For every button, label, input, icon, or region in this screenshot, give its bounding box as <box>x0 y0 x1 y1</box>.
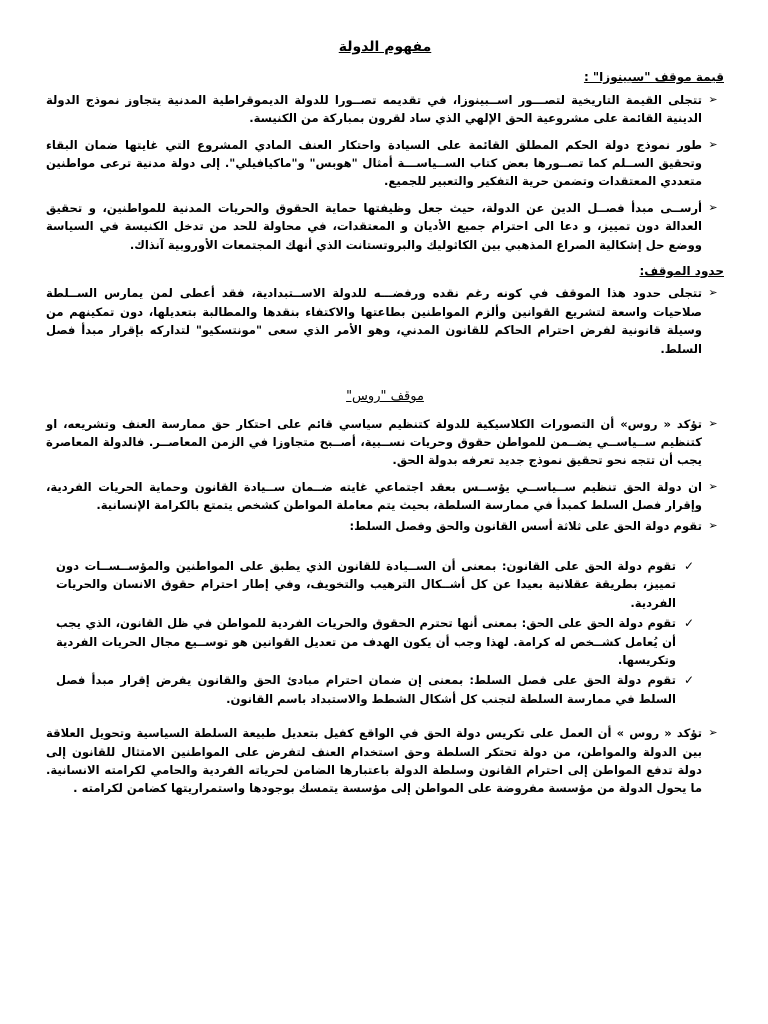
paragraph-text: تؤكد « روس» أن التصورات الكلاسيكية للدولة كتنظيم سياسي قائم على احتكار حق ممارسة العنف وتشريعه، او كتنظيم ســياســي يضــمن للمواطن حقوق وحريات نســبية، أصــبح متجاوزا في الزمن المعاصــر. فالدولة المعاصرة يجب أن تتجه نحو تحقيق نموذج جديد تعرفه بدولة الحق. <box>46 416 702 468</box>
paragraph-text: ان دولة الحق تنظيم ســياســي يؤســس بعقد اجتماعي غايته ضــمان ســيادة القانون وحماية الحريات الفردية، وإقرار فصل السلط كمبدأ في ممارسة السلطة، بحيث يتم معاملة المواطن كشخص يتمتع بالكرامة الإنسانية. <box>46 479 702 513</box>
paragraph-text: تتجلى القيمة التاريخية لتصـــور اســبينوزا، في تقديمه تصــورا للدولة الديموقراطية المدنية يتجاوز نموذج الدولة الدينية القائمة على مشروعية الحق الإلهي الذي ساد لقرون بمباركة من الكنيسة. <box>46 92 702 126</box>
arrow-bullet-icon: ➢ <box>708 518 718 532</box>
section-heading-limits: حدود الموقف: <box>639 264 724 279</box>
check-bullet-icon: ✓ <box>683 558 695 573</box>
sub-list-item <box>56 557 702 612</box>
section-heading-ross: موقف "روس" <box>346 389 424 405</box>
paragraph-text: أرســى مبدأ فصــل الدين عن الدولة، حيث جعل وظيفتها حماية الحقوق والحريات المدنية للمواطنين، و تحقيق العدالة دون تمييز، و دعا الى احترام جميع الأديان و المعتقدات، في محاولة للحد من تدخل الكنيسة في السياسة ووضع حل إشكالية الصراع المذهبي بين الكاثوليك والبروتستانت الذي أنهك المجتمعات الأوروبية آنذاك. <box>46 200 702 252</box>
sub-list <box>56 557 702 708</box>
list-item <box>46 517 724 535</box>
arrow-bullet-icon: ➢ <box>708 479 718 493</box>
list-item <box>46 478 724 515</box>
spacer <box>46 366 724 388</box>
arrow-bullet-icon: ➢ <box>708 137 718 151</box>
arrow-bullet-icon: ➢ <box>708 92 718 106</box>
sub-list-item <box>56 671 702 708</box>
page-title: مفهوم الدولة <box>338 39 432 55</box>
arrow-bullet-icon: ➢ <box>708 726 718 740</box>
arrow-bullet-icon: ➢ <box>708 416 718 430</box>
paragraph-text: تتجلى حدود هذا الموقف في كونه رغم نقده ورفضـــه للدولة الاســتبدادية، فقد أعطى لمن يمارس الســلطة صلاحيات واسعة لتشريع القوانين وألزم المواطنين بطاعتها والاكتفاء بنقدها والمطالبة بتعديلها، دون تمكينهم من وسيلة قانونية لفرض احترام الحاكم للقانون المدني، وهو الأمر الذي سعى "مونتسكيو" لتداركه بإقرار مبدأ فصل السلط. <box>46 286 702 356</box>
arrow-bullet-icon: ➢ <box>708 286 718 300</box>
check-bullet-icon: ✓ <box>683 616 695 631</box>
list-item <box>46 724 724 798</box>
list-item <box>46 91 724 128</box>
sub-list-item <box>56 614 702 669</box>
paragraph-text: طور نموذج دولة الحكم المطلق القائمة على السيادة واحتكار العنف المادي المشروع التي غايتها ضمان البقاء وتحقيق الســلم كما تصــورها بعض كتاب الســياســـة أمثال "هوبس" و"ماكيافيلي". إلى دولة مدنية ترعى مواطنين متعددي المعتقدات وتضمن حرية التفكير والتعبير للجميع. <box>46 137 702 189</box>
section-heading-spinoza-value: قيمة موقف "سبينوزا" : <box>583 70 724 85</box>
list-item <box>46 199 724 254</box>
arrow-bullet-icon: ➢ <box>708 200 718 214</box>
spacer <box>46 710 724 724</box>
spacer <box>46 543 724 557</box>
document-page <box>46 38 724 806</box>
paragraph-text: تؤكد « روس » أن العمل على تكريس دولة الحق في الواقع كفيل بتعديل طبيعة السلطة السياسية وتحويل العلاقة بين الدولة والمواطن، من دولة تحتكر السلطة وحق استخدام العنف لتفرض على المواطنين الامتثال للقانون إلى دولة تدفع المواطن إلى احترام القانون وسلطة الدولة باعتبارها الضامن لحرياته الفردية والحامي لكرامته الانسانية. ما يحول الدولة من مؤسسة مفروضة على المواطن إلى مؤسسة يتمسك بوجودها واستمراريتها كضامن لكرامته . <box>46 726 702 796</box>
list-item <box>46 415 724 470</box>
list-item <box>46 136 724 191</box>
check-bullet-icon: ✓ <box>683 673 695 688</box>
list-item <box>46 284 724 358</box>
paragraph-text: تقوم دولة الحق على ثلاثة أسس القانون والحق وفصل السلط: <box>349 518 702 533</box>
paragraph-text: تقوم دولة الحق على فصل السلط: بمعنى إن ضمان احترام مبادئ الحق والقانون يفرض إقرار مبدأ فصل السلط في ممارسة السلطة لتجنب كل أشكال الشطط والاستبداد باسم القانون. <box>56 673 676 706</box>
paragraph-text: تقوم دولة الحق على الحق: بمعنى أنها تحترم الحقوق والحريات الفردية للمواطن في ظل القانون، الذي يجب أن يُعامل كشــخص له كرامة. لهذا وجب أن يكون الهدف من تعديل القوانين هو توســيع مجال الحريات الفردية وتكريسها. <box>56 616 676 667</box>
paragraph-text: تقوم دولة الحق على القانون: بمعنى أن الســيادة للقانون الذي يطبق على المواطنين والمؤســســات دون تمييز، بطريقة عقلانية بعيدا عن كل أشــكال الترهيب والتخويف، وفي إطار احترام حقوق الانسان والحريات الفردية. <box>56 558 676 610</box>
